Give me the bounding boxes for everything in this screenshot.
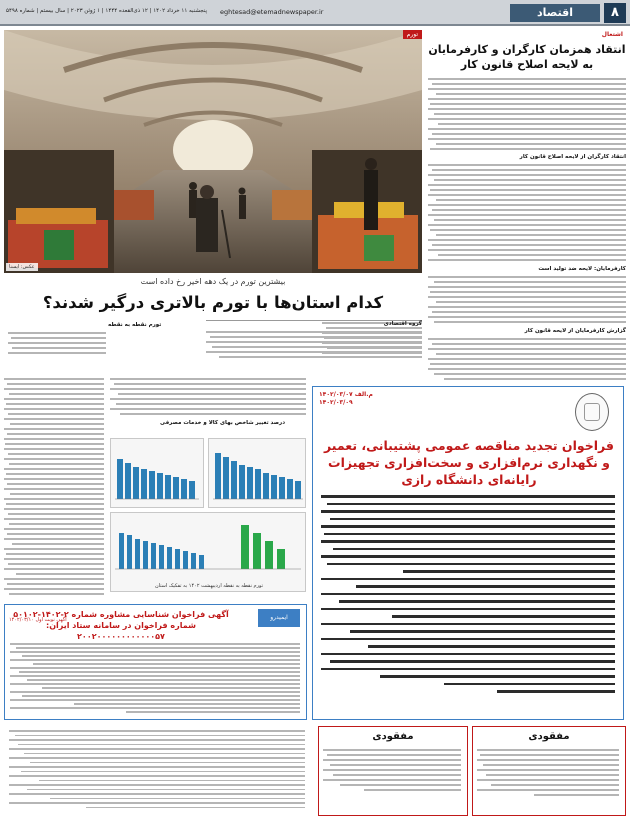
lost-body <box>323 749 461 794</box>
ad-mid-code: ۱۴۰۲/۰۳/۱۰ آگهی نوبت اول <box>9 617 67 623</box>
photo-credit: عکس: ایسنا <box>6 263 38 271</box>
tender-advertisement <box>312 386 624 720</box>
consultant-call-advertisement <box>4 604 307 720</box>
subhead-2: کارفرمایان: لایحه ضد تولید است <box>538 266 626 272</box>
province-bar-chart-1 <box>111 439 203 507</box>
chart-bottom <box>110 512 306 592</box>
subhead-tokens: تورم نقطه به نقطه <box>108 322 162 328</box>
masthead-bar <box>0 0 630 26</box>
lost-title: مفقودی <box>372 731 414 742</box>
body-text-col-left <box>4 378 104 598</box>
chart-right <box>208 438 306 508</box>
section-label: اقتصاد <box>510 4 600 22</box>
ad-codes <box>319 391 373 407</box>
bottom-left-body <box>9 730 305 811</box>
lost-notice-2 <box>318 726 468 816</box>
lost-notice-1 <box>472 726 626 816</box>
main-kicker: بیشترین تورم در یک دهه اخیر رخ داده است <box>140 277 286 286</box>
imidro-logo: ایمیدرو <box>258 609 300 627</box>
body-text-col-middle <box>110 378 306 418</box>
subhead-1: انتقاد کارگران از لایحه اصلاح قانون کار <box>519 154 626 160</box>
body-text-block <box>206 331 422 361</box>
body-text-block <box>428 164 626 264</box>
category-tag: اشتغال <box>601 31 623 38</box>
body-text-block <box>428 78 626 153</box>
market-scene-illustration <box>4 30 422 273</box>
ad-title: فراخوان تجدید مناقصه عمومی پشتیبانی، تعمیر و نگهداری نرم‌افزاری و سخت‌افزاری تجهیزات رایانه‌ای دانشگاه رازی <box>324 438 614 487</box>
body-text-block <box>8 332 106 357</box>
chart-left <box>110 438 204 508</box>
page-number: ۸ <box>604 3 626 23</box>
ad-code-2: ۱۴۰۲/۰۳/۰۹ <box>319 399 353 406</box>
right-column-article <box>428 30 626 386</box>
dateline: پنجشنبه ۱۱ خرداد ۱۴۰۲ | ۱۲ ذی‌القعده ۱۴۴۴ | ۱ ژوئن ۲۰۲۳ | سال بیستم | شماره ۵۴۹۸ <box>6 8 207 14</box>
chart-caption: تورم نقطه به نقطه اردیبهشت ۱۴۰۲ به تفکیک استان <box>154 583 264 589</box>
bazaar-photo <box>4 30 422 273</box>
body-text-block <box>428 276 626 326</box>
province-bar-chart-2 <box>209 439 305 507</box>
charts-area <box>110 428 306 598</box>
body-text-block <box>428 338 626 383</box>
right-article-headline: انتقاد همزمان کارگران و کارفرمایان به لایحه اصلاح قانون کار <box>428 43 626 71</box>
subhead-3: گزارش کارفرمایان از لایحه قانون کار <box>524 328 626 334</box>
lost-title: مفقودی <box>528 731 570 742</box>
sidebar-box <box>206 320 422 372</box>
photo-tag: تورم <box>403 30 422 39</box>
ad-mid-body <box>10 643 300 715</box>
province-bar-chart-3 <box>111 513 305 575</box>
site-email: eghtesad@etemadnewspaper.ir <box>220 8 324 16</box>
lost-body <box>477 749 619 799</box>
ad-code-1: م.الف ۱۴۰۲/۰۳/۰۷ <box>319 391 373 398</box>
ad-body-text <box>321 495 615 698</box>
bottom-left-ad <box>4 726 307 816</box>
main-headline: کدام استان‌ها با تورم بالاتری درگیر شدند؟ <box>42 293 384 312</box>
ad-mid-title: آگهی فراخوان شناسایی مشاوره شماره ۲-۱۴۰۲-۵۰۱۰۲ شماره فراخوان در سامانه ستاد ایران: ۲۰۰۲۰۰۰۰۰۰۰۰۰۰۰۰۵۷ <box>13 610 229 641</box>
university-logo-icon <box>575 393 609 431</box>
box-subtitle: گروه اقتصادی <box>383 321 422 327</box>
chart-subhead: درصد تغییر شاخص بهای کالا و خدمات مصرفی <box>160 420 286 426</box>
